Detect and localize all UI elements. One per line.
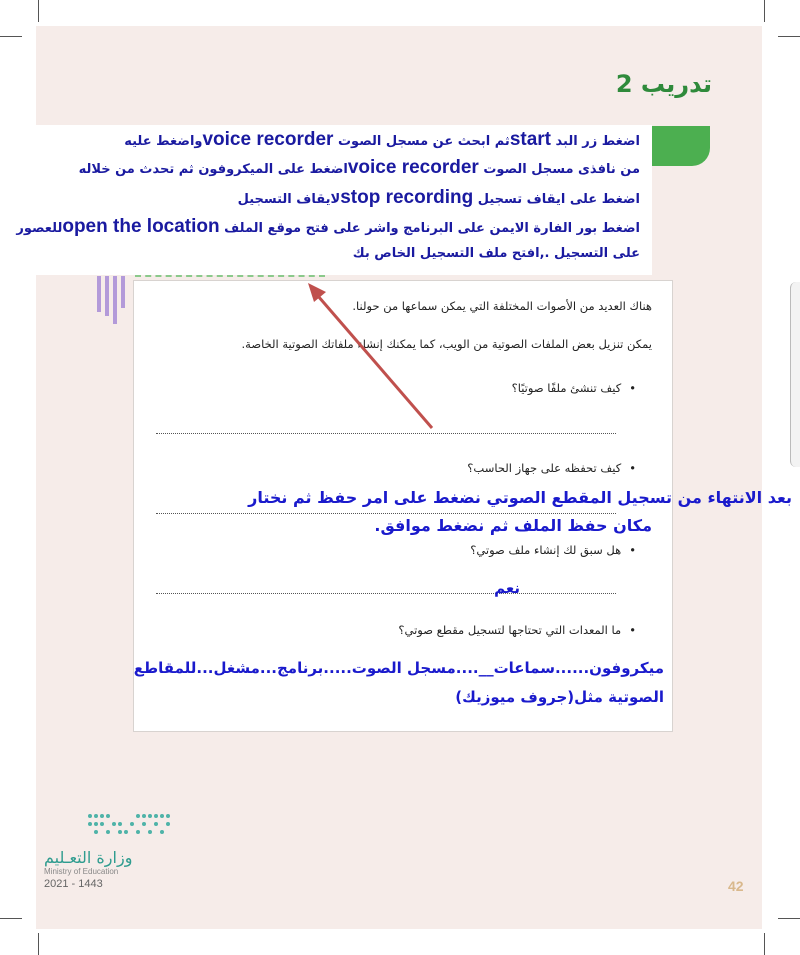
intro-text: يمكن تنزيل بعض الملفات الصوتية من الويب، كما يمكنك إنشاء ملفاتك الصوتية الخاصة. [241,337,652,351]
answer-save: مكان حفظ الملف ثم نضغط موافق. [374,516,652,535]
answer-yes: نعم [494,579,520,597]
ministry-name-en: Ministry of Education [44,867,119,876]
instruction-line: اضغط زر البد startثم ابحث عن مسجل الصوت voice recorderواضغط عليه [124,129,640,150]
answer-equipment: الصوتية مثل(جروف ميوزيك) [455,688,664,706]
instruction-line: من نافذى مسجل الصوت voice recorderاضغط على الميكروفون ثم تحدث من خلاله [78,157,640,178]
answer-save: بعد الانتهاء من تسجيل المقطع الصوتي نضغط على امر حفظ ثم نختار [248,488,792,507]
ministry-logo-icon [86,812,176,838]
question-item: • هل سبق لك إنشاء ملف صوتي؟ [470,543,636,557]
instruction-line: اضغط بور الفارة الايمن على البرنامج واشر على فتح موقع الملف open the locationللعصور [16,216,640,237]
ministry-year: 2021 - 1443 [44,878,103,890]
question-item: • كيف تنشئ ملفًا صوتيًا؟ [512,381,636,395]
ministry-name-ar: وزارة التعـليم [44,848,133,867]
page-number: 42 [728,878,744,894]
instruction-line: اضغط على ايقاف تسجيل stop recordingلايقاف التسجيل [237,187,640,208]
intro-text: هناك العديد من الأصوات المختلفة التي يمكن سماعها من حولنا. [352,299,652,313]
page-title: تدريب 2 [615,70,712,98]
answer-equipment: ميكروفون......سماعات__....مسجل الصوت.....برنامج...مشغل...للمقاطع [133,659,664,677]
question-item: • كيف تحفظه على جهاز الحاسب؟ [467,461,636,475]
instruction-line: على التسجيل .,افتح ملف التسجيل الخاص بك [352,246,640,261]
question-item: • ما المعدات التي تحتاجها لتسجيل مقطع صوتي؟ [398,623,636,637]
